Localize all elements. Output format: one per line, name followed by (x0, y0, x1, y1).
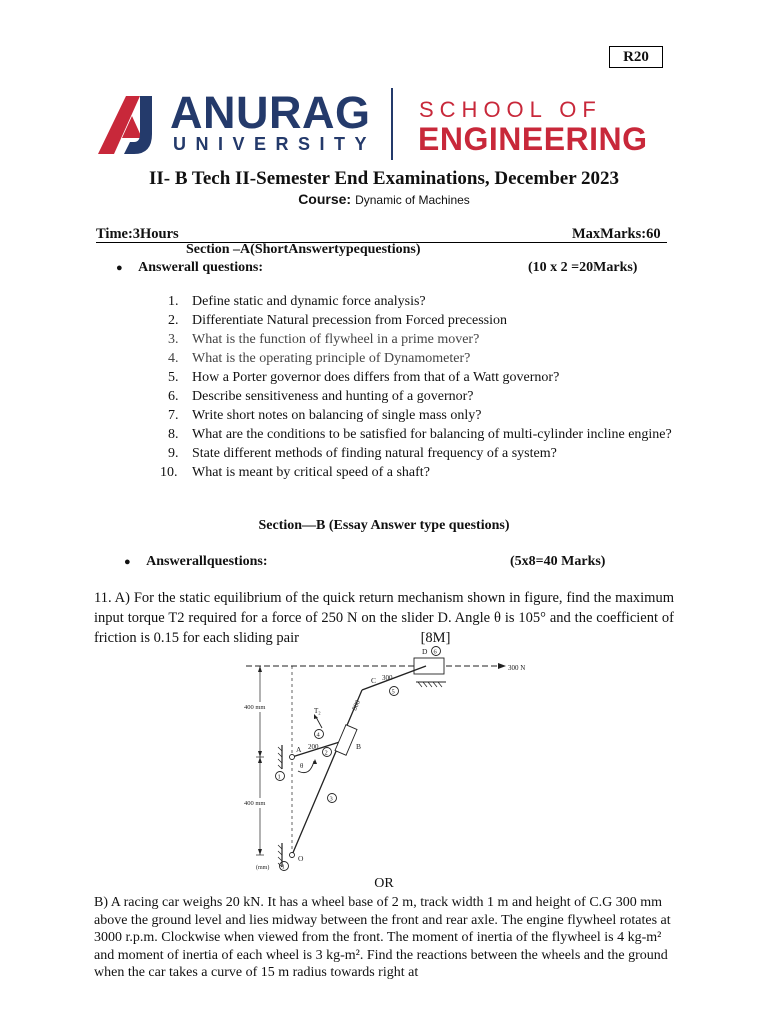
question-11b: B) A racing car weighs 20 kN. It has a wheel base of 2 m, track width 1 m and height of C.G 300 mm above the ground level and lies midway between the front and rear axle. The engine flywheel rotates at 3000 r.p.m. Clockwise when viewed from the front. The moment of inertia of the flywheel is 4 kg-m² and moment of inertia of each wheel is 3 kg-m². Find the reactions between the wheels and the ground when the car takes a curve of 15 m radius towards right at (94, 895, 671, 980)
course-label: Course: (298, 191, 352, 207)
label-a: A (296, 745, 302, 754)
label-b: B (356, 742, 362, 751)
section-a-title: Section –A(ShortAnswertypequestions) (186, 242, 421, 257)
list-item: 3. What is the function of flywheel in a prime mover? (168, 332, 480, 347)
logo-divider (391, 88, 393, 160)
engineering-label: ENGINEERING (418, 121, 648, 157)
course-line (0, 191, 768, 209)
slider-b (335, 725, 357, 755)
force-label: 300 N (508, 664, 526, 672)
max-marks: MaxMarks:60 (572, 226, 661, 242)
section-a-marks: (10 x 2 =20Marks) (528, 260, 638, 275)
bullet-icon: ● (116, 262, 123, 274)
label-d: D (422, 647, 428, 656)
section-b-instruction: Answerallquestions: (146, 554, 268, 569)
section-b-title: Section—B (Essay Answer type questions) (258, 518, 510, 533)
list-item: 10. What is meant by critical speed of a shaft? (160, 465, 430, 480)
logo-subtitle: UNIVERSITY (173, 134, 377, 154)
length-bc: 800 (350, 698, 362, 712)
svg-text:1: 1 (281, 863, 285, 871)
list-item: 9. State different methods of finding natural frequency of a system? (168, 446, 557, 461)
section-a-instruction-row (116, 260, 263, 276)
or-separator: OR (374, 876, 394, 891)
list-item: 5. How a Porter governor does differs from that of a Watt governor? (168, 370, 560, 385)
svg-text:1: 1 (277, 773, 281, 781)
slider-d (414, 658, 444, 674)
pivot-a (290, 755, 295, 760)
svg-text:6: 6 (433, 648, 437, 656)
university-emblem-icon (96, 94, 168, 156)
list-item: 4. What is the operating principle of Dynamometer? (168, 351, 471, 366)
pivot-o (290, 853, 295, 858)
ground-hatch-a (278, 747, 282, 769)
theta-label: θ (300, 762, 304, 770)
section-a-question-list (160, 292, 688, 482)
bullet-icon: ● (124, 556, 131, 568)
quick-return-mechanism-figure (236, 645, 536, 875)
list-item: 8. What are the conditions to be satisfied for balancing of multi-cylinder incline engine? (168, 427, 672, 442)
svg-text:5: 5 (391, 688, 395, 696)
regulation-code: R20 (609, 46, 663, 68)
section-a-instruction: Answerall questions: (138, 260, 264, 275)
svg-text:3: 3 (329, 795, 333, 803)
question-11a: 11. A) For the static equilibrium of the quick return mechanism shown in figure, find the maximum input torque T2 required for a force of 250 N on the slider D. Angle θ is 105° and the coefficient of friction is 0.15 for each sliding pair [8M] (94, 590, 674, 646)
force-arrowhead (498, 663, 506, 669)
unit-label: (mm) (256, 865, 270, 871)
torque-arrow (316, 717, 322, 728)
label-o: O (298, 854, 304, 863)
svg-text:2: 2 (324, 749, 328, 757)
list-item: 7. Write short notes on balancing of single mass only? (168, 408, 482, 423)
label-c: C (371, 676, 377, 685)
length-ab: 200 (308, 743, 319, 751)
dimension-upper: 400 mm (244, 704, 266, 711)
section-b-instruction-row (124, 554, 268, 570)
svg-text:4: 4 (316, 731, 320, 739)
torque-label: T₂ (314, 707, 321, 715)
school-of-label: SCHOOL OF (419, 97, 602, 122)
exam-title: II- B Tech II-Semester End Examinations, December 2023 (148, 168, 620, 189)
dimension-lower: 400 mm (244, 800, 266, 807)
course-name: Dynamic of Machines (355, 193, 470, 207)
list-item: 1. Define static and dynamic force analysis? (168, 294, 426, 309)
length-cd: 300 (382, 674, 393, 682)
slider-guide-hatch (418, 682, 442, 687)
university-logo (96, 88, 671, 164)
list-item: 6. Describe sensitiveness and hunting of a governor? (168, 389, 474, 404)
logo-wordmark: ANURAG (170, 87, 371, 138)
section-b-marks: (5x8=40 Marks) (510, 554, 606, 569)
question-11a-marks: [8M] (420, 630, 451, 646)
list-item: 2. Differentiate Natural precession from Forced precession (168, 313, 508, 328)
exam-time: Time:3Hours (96, 226, 179, 242)
